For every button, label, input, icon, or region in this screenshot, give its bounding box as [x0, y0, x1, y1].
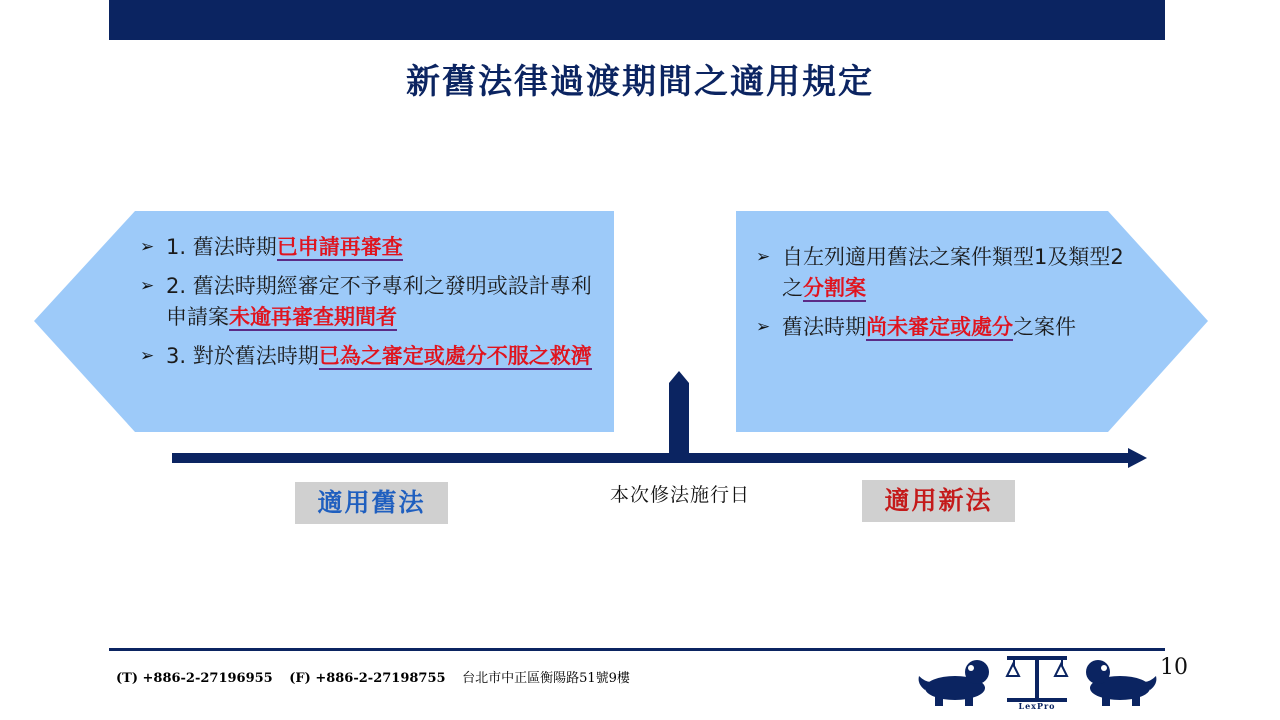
item-highlight: 尚未審定或處分: [866, 315, 1013, 339]
item-text: 2. 舊法時期經審定不予專利之發明或設計專利申請案: [166, 274, 592, 329]
new-law-item-2: [756, 312, 1136, 343]
effective-date-marker: [669, 371, 689, 458]
new-law-items: [756, 242, 1136, 351]
item-text: 舊法時期: [782, 315, 866, 339]
item-text: 1. 舊法時期: [166, 235, 277, 259]
item-highlight: 未逾再審查期間者: [229, 305, 397, 329]
old-law-item-1: [140, 232, 610, 263]
office-address: 台北市中正區衡陽路51號9樓: [462, 671, 630, 686]
left-lion-icon: [919, 660, 989, 706]
old-law-tag: 適用舊法: [295, 482, 448, 524]
logo-text: LexPro: [1018, 701, 1056, 710]
timeline-arrowhead: [1128, 448, 1147, 468]
item-text: 3. 對於舊法時期: [166, 344, 319, 368]
timeline-line: [172, 453, 1132, 463]
arrow-bullet-icon: ➢: [756, 247, 771, 267]
page-title: 新舊法律過渡期間之適用規定: [406, 62, 874, 102]
phone-number: (T) +886-2-27196955: [116, 671, 273, 686]
arrow-bullet-icon: ➢: [140, 276, 155, 296]
old-law-items: [140, 232, 610, 380]
item-highlight: 分割案: [803, 276, 866, 300]
lexpro-logo: [915, 650, 1160, 710]
page-number: 10: [1160, 655, 1188, 680]
effective-date-label: 本次修法施行日: [609, 484, 750, 506]
arrow-bullet-icon: ➢: [756, 317, 771, 337]
new-law-tag: 適用新法: [862, 480, 1015, 522]
scale-emblem-icon: [1007, 656, 1067, 702]
arrow-bullet-icon: ➢: [140, 346, 155, 366]
old-law-item-2: [140, 271, 610, 333]
item-text: 自左列適用舊法之案件類型1及類型2之: [782, 245, 1124, 300]
footer-contact: [116, 667, 630, 686]
item-suffix: 之案件: [1013, 315, 1076, 339]
fax-number: (F) +886-2-27198755: [289, 671, 446, 686]
old-law-item-3: [140, 341, 610, 372]
arrow-bullet-icon: ➢: [140, 237, 155, 257]
right-lion-icon: [1086, 660, 1156, 706]
new-law-item-1: [756, 242, 1136, 304]
item-highlight: 已為之審定或處分不服之救濟: [318, 344, 592, 368]
item-highlight: 已申請再審查: [276, 235, 403, 259]
